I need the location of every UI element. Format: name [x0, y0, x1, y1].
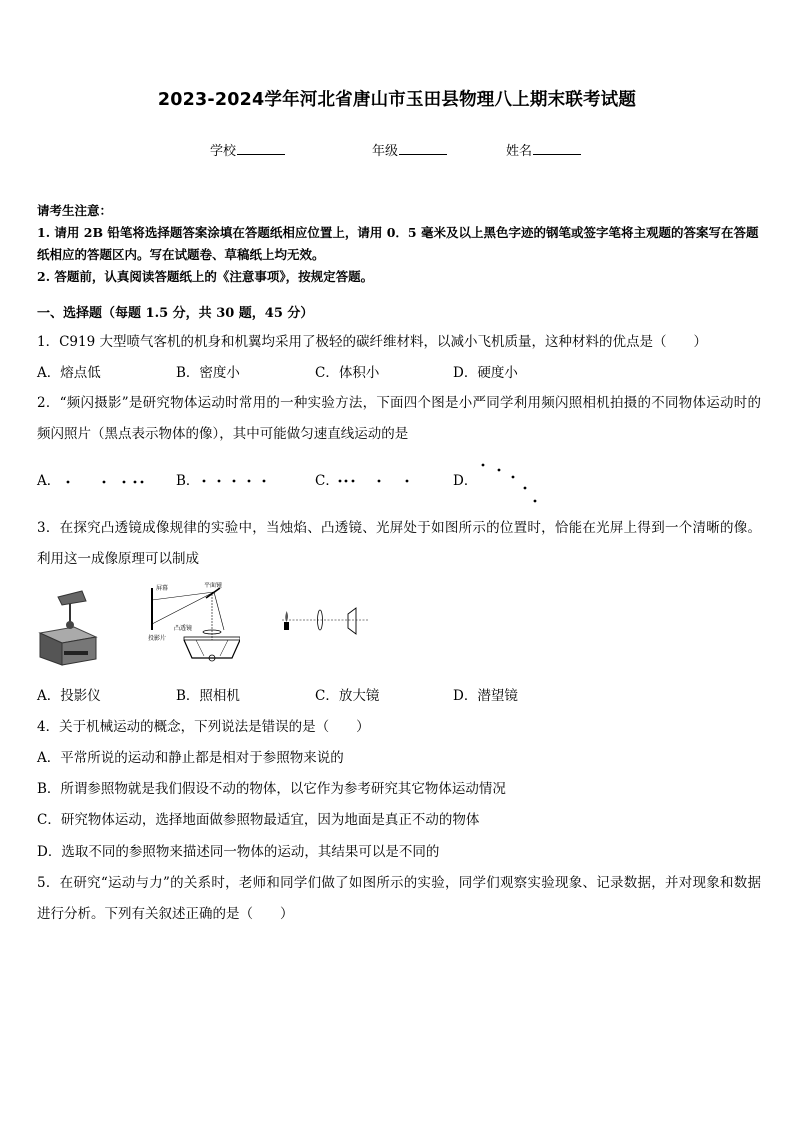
q2-option-a: A． — [37, 473, 61, 489]
q1-option-d: D．硬度小 — [453, 365, 518, 381]
q2-option-b: B． — [176, 473, 200, 489]
q4-option-b: B．所谓参照物就是我们假设不动的物体，以它作为参考研究其它物体运动情况 — [37, 781, 506, 797]
q2-dots-c — [336, 474, 416, 488]
q1-option-a: A．熔点低 — [37, 365, 101, 381]
q3-option-d: D．潜望镜 — [453, 688, 518, 704]
q3-option-b: B．照相机 — [176, 688, 240, 704]
projector-diagram — [140, 582, 240, 670]
projector-image — [36, 585, 98, 667]
q5-stem: 5．在研究“运动与力”的关系时，老师和同学们做了如图所示的实验，同学们观察实验现象、记录数据，并对现象和数据进行分析。下列有关叙述正确的是（ ） — [37, 875, 761, 922]
school-field — [210, 140, 285, 159]
q3-stem: 3．在探究凸透镜成像规律的实验中，当烛焰、凸透镜、光屏处于如图所示的位置时，恰能在光屏上得到一个清晰的像。利用这一成像原理可以制成 — [37, 520, 761, 567]
name-label: 姓名 — [506, 144, 533, 159]
q3-option-c: C．放大镜 — [315, 688, 380, 704]
section-heading: 一、选择题（每题 1.5 分，共 30 题，45 分） — [37, 306, 314, 321]
fig-label-slide: 投影片 — [148, 635, 167, 642]
q4-option-d: D．选取不同的参照物来描述同一物体的运动，其结果可以是不同的 — [37, 844, 440, 860]
grade-label: 年级 — [372, 144, 399, 159]
q4-option-c: C．研究物体运动，选择地面做参照物最适宜，因为地面是真正不动的物体 — [37, 812, 480, 828]
q1-stem: 1．C919 大型喷气客机的机身和机翼均采用了极轻的碳纤维材料，以减小飞机质量，这种材料的优点是（ ） — [37, 334, 707, 350]
q2-option-d: D． — [453, 473, 478, 489]
notice-item-2: 2. 答题前，认真阅读答题纸上的《注意事项》，按规定答题。 — [37, 269, 374, 284]
notice-block — [37, 200, 761, 288]
notice-heading: 请考生注意： — [37, 203, 113, 218]
grade-blank — [399, 142, 447, 155]
name-blank — [533, 142, 581, 155]
school-label: 学校 — [210, 144, 237, 159]
q2-stem: 2．“频闪摄影”是研究物体运动时常用的一种实验方法，下面四个图是小严同学利用频闪照相机拍摄的不同物体运动时的频闪照片（黑点表示物体的像），其中可能做匀速直线运动的是 — [37, 395, 761, 442]
grade-field — [372, 140, 447, 159]
q2-option-c: C． — [315, 473, 339, 489]
school-blank — [237, 142, 285, 155]
q1-option-b: B．密度小 — [176, 365, 240, 381]
fig-label-lens: 凸透镜 — [174, 625, 193, 632]
q2-dots-b — [196, 474, 280, 488]
notice-item-1: 1. 请用 2B 铅笔将选择题答案涂填在答题纸相应位置上，请用 0．5 毫米及以上黑色字迹的钢笔或签字笔将主观题的答案写在答题纸相应的答题区内。写在试题卷、草稿纸上均无效。 — [37, 225, 759, 262]
q3-option-a: A．投影仪 — [37, 688, 101, 704]
optical-bench-diagram — [280, 600, 370, 640]
page-title: 2023-2024学年河北省唐山市玉田县物理八上期末联考试题 — [157, 90, 637, 110]
name-field — [506, 140, 581, 159]
q2-dots-a — [62, 474, 152, 488]
fig-label-mirror: 平面镜 — [204, 582, 223, 589]
q1-option-c: C．体积小 — [315, 365, 380, 381]
q4-stem: 4．关于机械运动的概念，下列说法是错误的是（ ） — [37, 719, 370, 735]
q4-option-a: A．平常所说的运动和静止都是相对于参照物来说的 — [37, 750, 344, 766]
q2-dots-d — [476, 458, 546, 506]
fig-label-screen: 屏幕 — [156, 585, 169, 592]
